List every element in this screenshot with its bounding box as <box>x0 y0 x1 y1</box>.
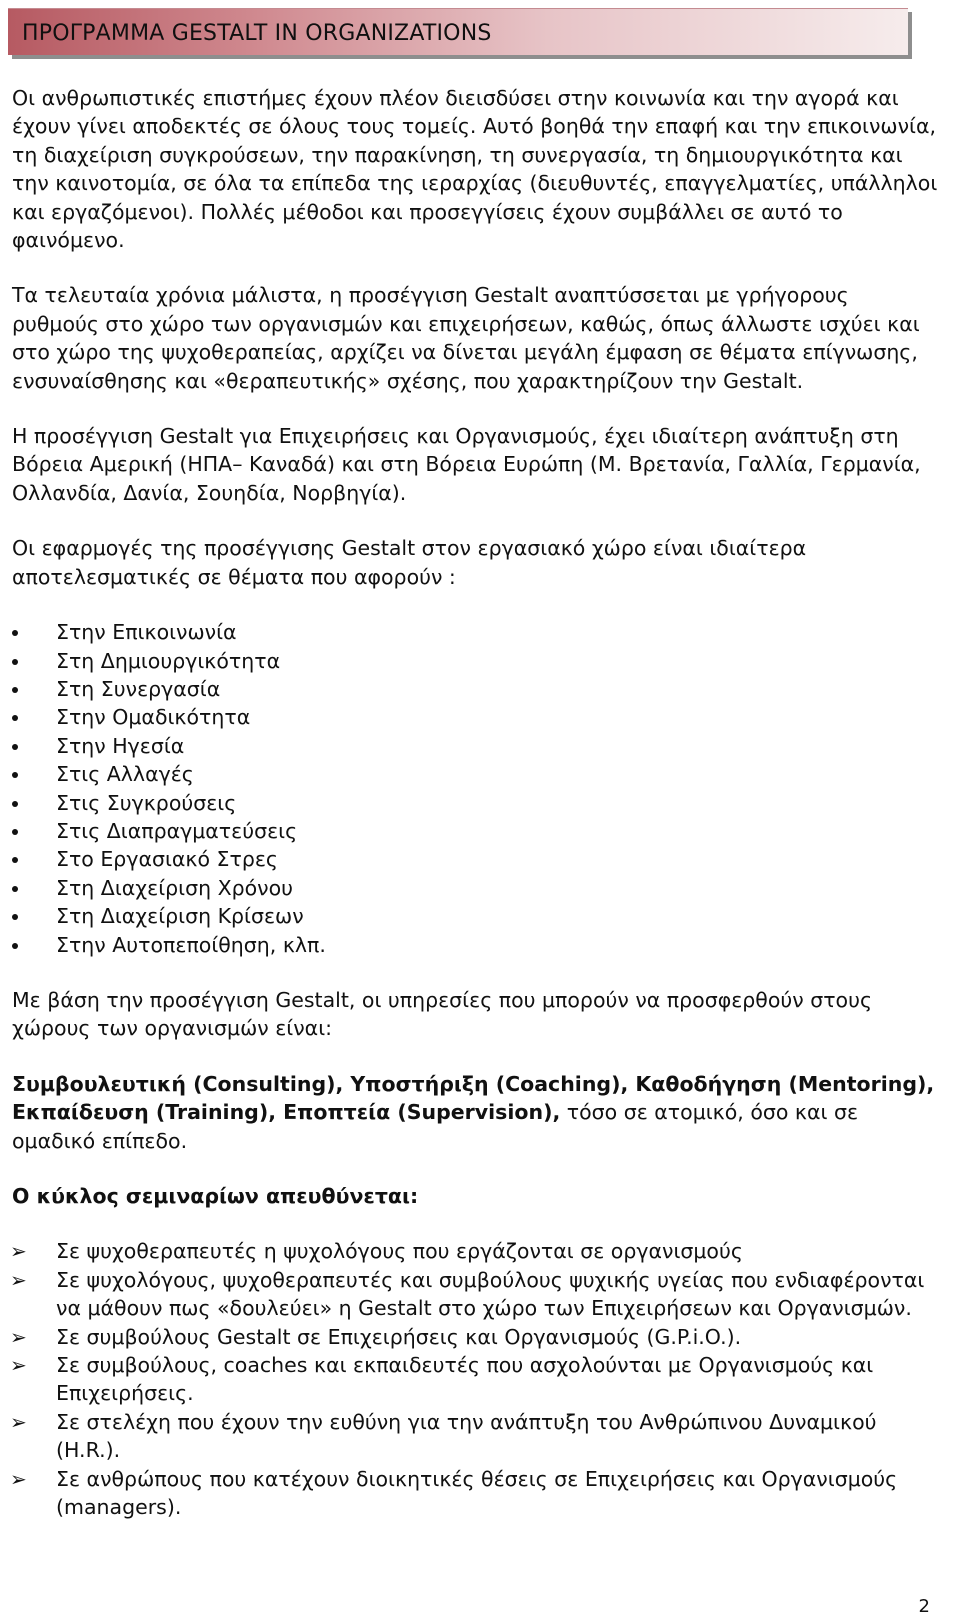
bullet-icon <box>12 715 18 721</box>
gestalt-growth-paragraph: Τα τελευταία χρόνια μάλιστα, η προσέγγιση Gestalt αναπτύσσεται με γρήγορους ρυθμούς στο χώρο των οργανισμών και επιχειρήσεων, καθώς, όπως άλλωστε ισχύει και στο χώρο της ψυχοθεραπείας, αρχίζει να δίνεται μεγάλη έμφαση σε θέματα επίγνωσης, ενσυναίσθησης και «θεραπευτικής» σχέσης, που χαρακτηρίζουν την Gestalt. <box>12 283 920 393</box>
list-item: Στις Συγκρούσεις <box>12 789 940 817</box>
bullet-icon <box>12 943 18 949</box>
bullet-icon <box>12 801 18 807</box>
list-item: Στην Επικοινωνία <box>12 618 940 646</box>
list-item: Στο Εργασιακό Στρες <box>12 845 940 873</box>
list-item: ➢ Σε ψυχολόγους, ψυχοθεραπευτές και συμβούλους ψυχικής υγείας που ενδιαφέρονται να μάθουν πως «δουλεύει» η Gestalt στο χώρο των Επιχειρήσεων και Οργανισμών. <box>10 1267 925 1321</box>
title-banner <box>8 8 908 55</box>
list-item: ➢ Σε συμβούλους, coaches και εκπαιδευτές που ασχολούνται με Οργανισμούς και Επιχειρήσεις. <box>10 1353 874 1406</box>
regions-paragraph: Η προσέγγιση Gestalt για Επιχειρήσεις και Οργανισμούς, έχει ιδιαίτερη ανάπτυξη στη Βόρεια Αμερική (ΗΠΑ– Καναδά) και στη Βόρεια Ευρώπη (Μ. Βρετανία, Γαλλία, Γερμανία, Ολλανδία, Δανία, Σουηδία, Νορβηγία). <box>12 424 921 505</box>
bullet-icon <box>12 659 18 665</box>
services-intro-paragraph: Με βάση την προσέγγιση Gestalt, οι υπηρεσίες που μπορούν να προσφερθούν στους χώρους των οργανισμών είναι: <box>12 987 872 1041</box>
arrow-bullet-icon: ➢ <box>10 1409 27 1434</box>
bullet-icon <box>12 857 18 863</box>
arrow-bullet-icon: ➢ <box>10 1324 27 1349</box>
intro-paragraph: Οι ανθρωπιστικές επιστήμες έχουν πλέον διεισδύσει στην κοινωνία και την αγορά και έχουν γίνει αποδεκτές σε όλους τους τομείς. Αυτό βοηθά την επαφή και την επικοινωνία, τη διαχείριση συγκρούσεων, την παρακίνηση, τη συνεργασία, τη δημιουργικότητα και την καινοτομία, σε όλα τα επίπεδα της ιεραρχίας (διευθυντές, επαγγελματίες, υπάλληλοι και εργαζόμενοι). Πολλές μέθοδοι και προσεγγίσεις έχουν συμβάλλει σε αυτό το φαινόμενο. <box>12 86 938 253</box>
arrow-bullet-icon: ➢ <box>10 1466 27 1491</box>
services-paragraph <box>12 1070 940 1155</box>
bullet-icon <box>12 886 18 892</box>
document-body <box>12 84 940 1548</box>
list-item: ➢ Σε συμβούλους Gestalt σε Επιχειρήσεις και Οργανισμούς (G.P.i.O.). <box>12 1323 940 1351</box>
arrow-bullet-icon: ➢ <box>10 1353 27 1378</box>
bullet-icon <box>12 630 18 636</box>
bullet-icon <box>12 829 18 835</box>
topics-list <box>12 618 940 959</box>
list-item: ➢ Σε ανθρώπους που κατέχουν διοικητικές θέσεις σε Επιχειρήσεις και Οργανισμούς (managers). <box>10 1466 898 1520</box>
list-item: Στη Δημιουργικότητα <box>12 647 940 675</box>
list-item: Στην Ομαδικότητα <box>12 703 940 731</box>
list-item: Στην Αυτοπεποίθηση, κλπ. <box>12 931 940 959</box>
list-item: Στην Ηγεσία <box>12 732 940 760</box>
page-title: ΠΡΟΓΡΑΜΜΑ GESTALT IN ORGANIZATIONS <box>22 21 492 46</box>
list-item: Στη Συνεργασία <box>12 675 940 703</box>
services-bold-text: Συμβουλευτική (Consulting), Υποστήριξη (Coaching), Καθοδήγηση (Mentoring), Εκπαίδευση (Training), Εποπτεία (Supervision), <box>12 1071 935 1125</box>
list-item: ➢ Σε ψυχοθεραπευτές η ψυχολόγους που εργάζονται σε οργανισμούς <box>12 1237 940 1265</box>
list-item: Στις Αλλαγές <box>12 760 940 788</box>
list-item: Στη Διαχείριση Κρίσεων <box>12 902 940 930</box>
list-item: Στις Διαπραγματεύσεις <box>12 817 940 845</box>
audience-heading: Ο κύκλος σεμιναρίων απευθύνεται: <box>12 1184 419 1208</box>
bullet-icon <box>12 687 18 693</box>
bullet-icon <box>12 772 18 778</box>
arrow-bullet-icon: ➢ <box>10 1239 27 1264</box>
list-item: ➢ Σε στελέχη που έχουν την ευθύνη για την ανάπτυξη του Ανθρώπινου Δυναμικού (H.R.). <box>10 1409 877 1463</box>
list-item: Στη Διαχείριση Χρόνου <box>12 874 940 902</box>
bullet-icon <box>12 744 18 750</box>
page-number: 2 <box>918 1596 930 1617</box>
applications-paragraph: Οι εφαρμογές της προσέγγισης Gestalt στον εργασιακό χώρο είναι ιδιαίτερα αποτελεσματικές σε θέματα που αφορούν : <box>12 536 807 589</box>
bullet-icon <box>12 914 18 920</box>
audience-list <box>12 1237 940 1521</box>
arrow-bullet-icon: ➢ <box>10 1267 27 1292</box>
services-rest-text: τόσο σε ατομικό, όσο και σε ομαδικό επίπεδο. <box>12 1100 859 1153</box>
